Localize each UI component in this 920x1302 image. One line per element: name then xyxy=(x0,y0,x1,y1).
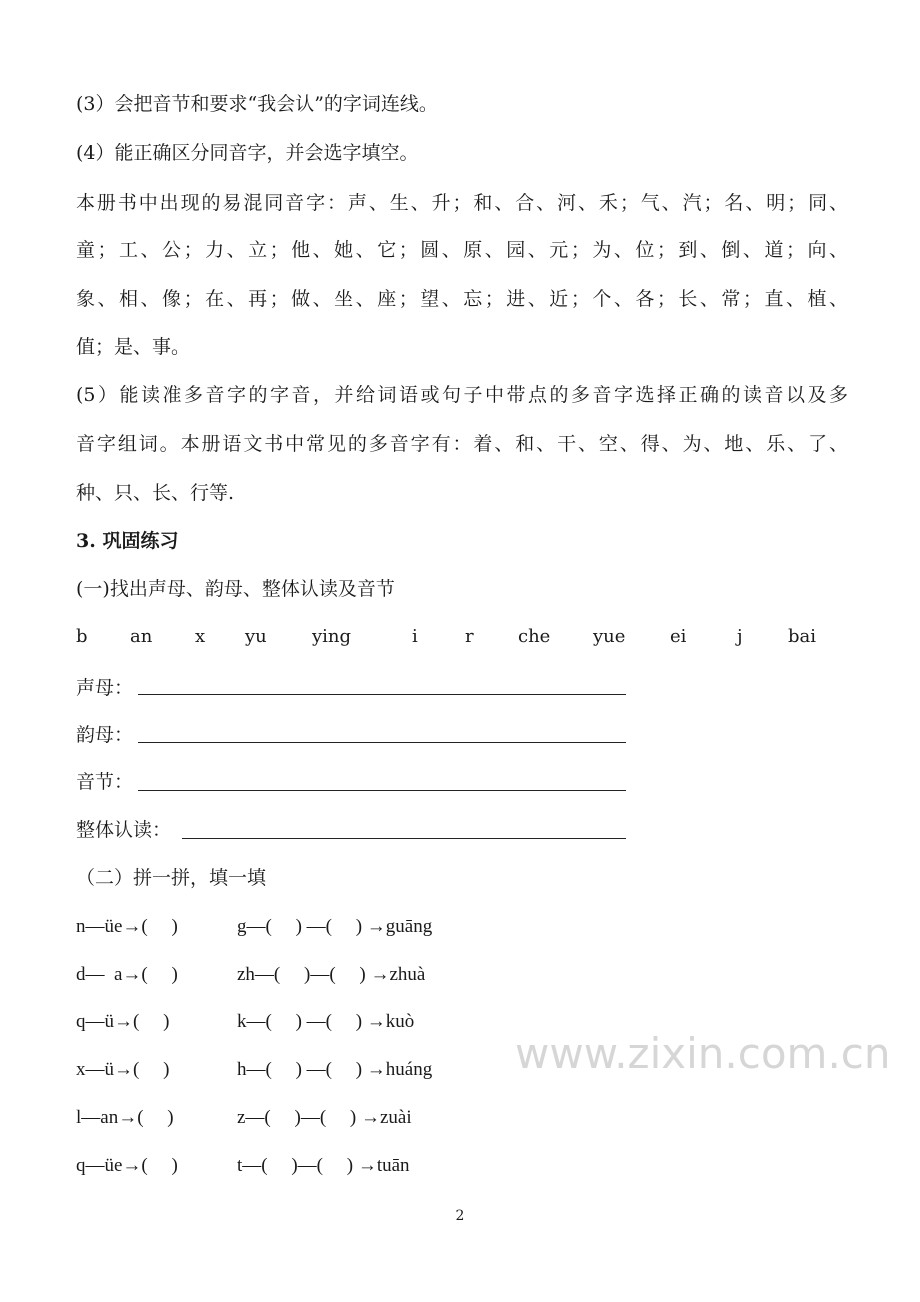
letter: bai xyxy=(788,626,817,647)
letter: ying xyxy=(312,626,352,647)
pinyin-left: q—üe→( ) xyxy=(76,1155,178,1176)
letter: j xyxy=(737,626,743,647)
letter: i xyxy=(412,626,418,647)
letter: r xyxy=(465,626,474,647)
pinyin-left: q—ü→( ) xyxy=(76,1011,170,1032)
part1-title: (一)找出声母、韵母、整体认读及音节 xyxy=(76,578,395,600)
pinyin-mid: t—( )—( ) →tuān xyxy=(237,1155,410,1176)
letter: b xyxy=(76,626,88,647)
letter: x xyxy=(195,626,206,647)
section-title: 3. 巩固练习 xyxy=(76,530,179,552)
letter: ei xyxy=(670,626,687,647)
item-5-line: 种、只、长、行等. xyxy=(76,482,235,504)
pinyin-mid: zh—( )—( ) →zhuà xyxy=(237,964,426,985)
pinyin-mid: k—( ) —( ) →kuò xyxy=(237,1011,415,1032)
item-4: (4）能正确区分同音字，并会选字填空。 xyxy=(76,142,419,164)
answer-line[interactable] xyxy=(182,838,626,839)
homophones-line: 童；工、公；力、立；他、她、它；圆、原、园、元；为、位；到、倒、道；向、 xyxy=(76,239,848,261)
letter: an xyxy=(130,626,153,647)
item-5-line: (5）能读准多音字的字音，并给词语或句子中带点的多音字选择正确的读音以及多 xyxy=(76,384,848,406)
blank-label: 音节： xyxy=(76,771,134,793)
watermark: www.zixin.com.cn xyxy=(515,1029,891,1078)
homophones-line: 本册书中出现的易混同音字：声、生、升；和、合、河、禾；气、汽；名、明；同、 xyxy=(76,192,848,214)
letter: yue xyxy=(593,626,626,647)
homophones-line: 象、相、像；在、再；做、坐、座；望、忘；进、近；个、各；长、常；直、植、 xyxy=(76,288,848,310)
answer-line[interactable] xyxy=(138,742,626,743)
pinyin-left: l—an→( ) xyxy=(76,1107,174,1128)
blank-label: 韵母： xyxy=(76,724,134,746)
pinyin-left: x—ü→( ) xyxy=(76,1059,170,1080)
item-3: (3）会把音节和要求“我会认”的字词连线。 xyxy=(76,93,438,115)
pinyin-mid: g—( ) —( ) →guāng xyxy=(237,916,433,937)
blank-label: 整体认读： xyxy=(76,819,172,841)
part2-title: （二）拼一拼，填一填 xyxy=(76,867,267,889)
blank-label: 声母： xyxy=(76,677,134,699)
answer-line[interactable] xyxy=(138,790,626,791)
answer-line[interactable] xyxy=(138,694,626,695)
letter: yu xyxy=(245,626,267,647)
page-number: 2 xyxy=(455,1208,465,1224)
item-5-line: 音字组词。本册语文书中常见的多音字有：着、和、干、空、得、为、地、乐、了、 xyxy=(76,433,848,455)
pinyin-mid: z—( )—( ) →zuài xyxy=(237,1107,412,1128)
letter: che xyxy=(518,626,551,647)
pinyin-mid: h—( ) —( ) →huáng xyxy=(237,1059,433,1080)
homophones-line: 值；是、事。 xyxy=(76,336,191,358)
pinyin-left: d— a→( ) xyxy=(76,964,178,985)
pinyin-left: n—üe→( ) xyxy=(76,916,178,937)
